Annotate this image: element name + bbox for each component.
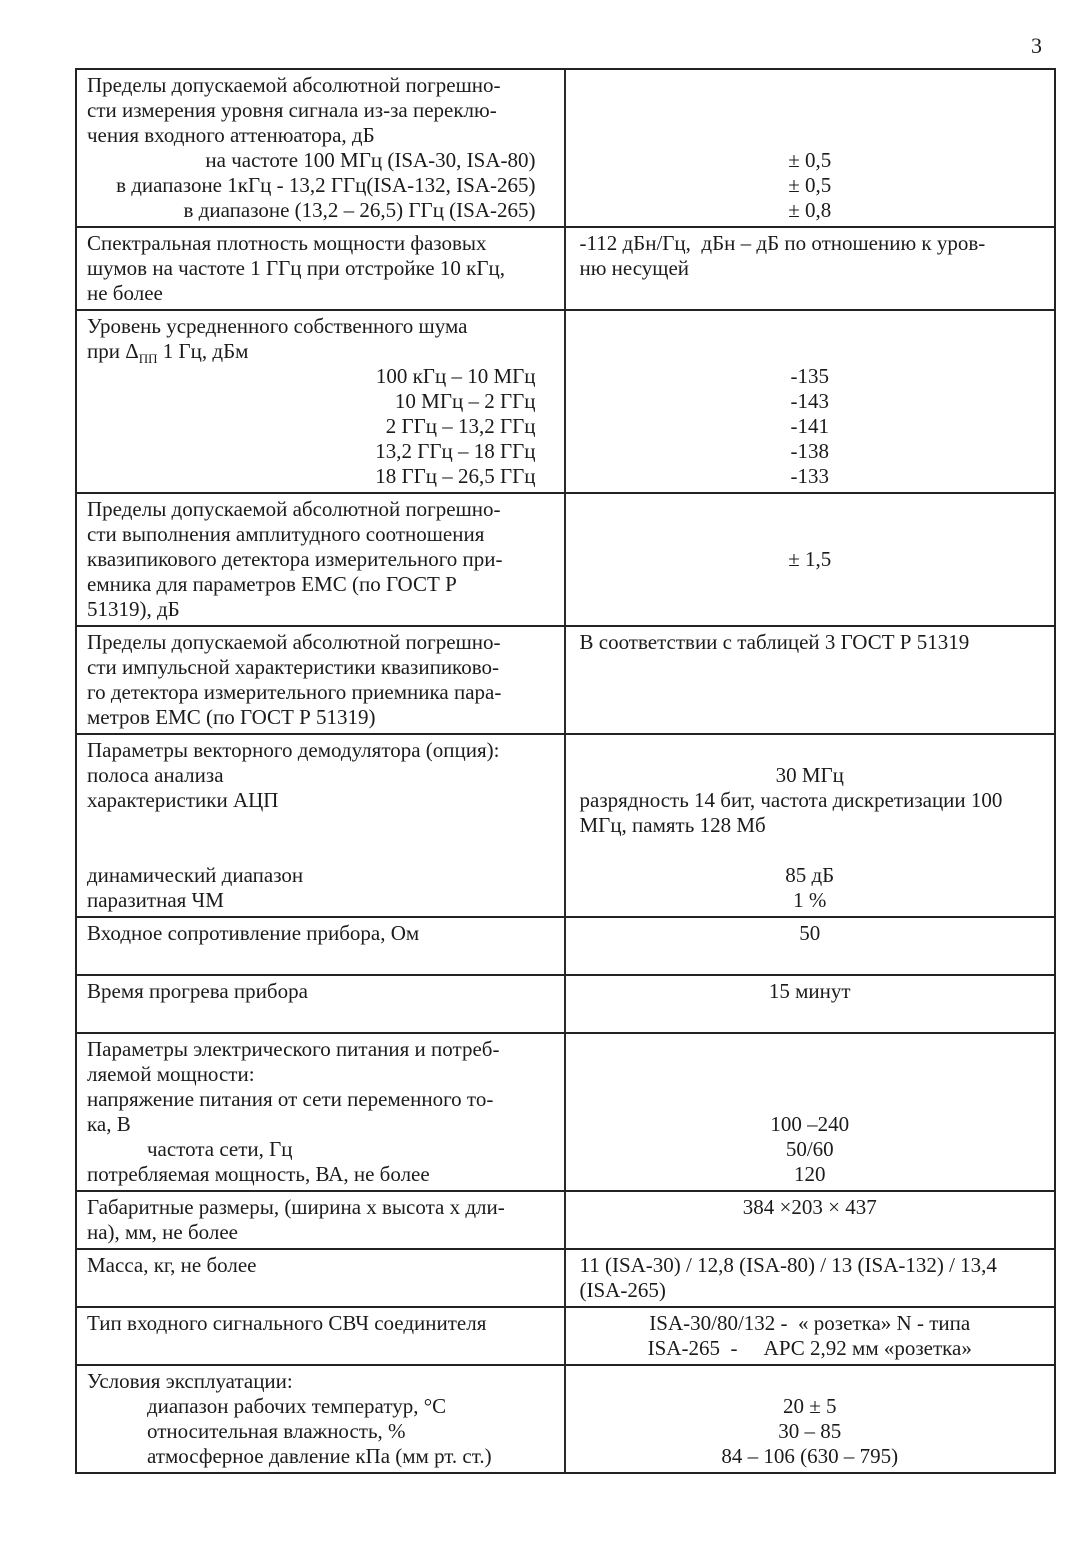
value-line: ± 1,5 xyxy=(788,547,832,571)
param-line: Пределы допускаемой абсолютной погрешно- xyxy=(87,630,501,654)
param-line: Параметры векторного демодулятора (опция): xyxy=(87,738,500,762)
param-line: Пределы допускаемой абсолютной погрешно- xyxy=(87,497,501,521)
value-line: 84 – 106 (630 – 795) xyxy=(721,1444,899,1468)
param-line: ляемой мощности: xyxy=(87,1062,255,1086)
value-line xyxy=(574,1220,1047,1245)
param-line: характеристики АЦП xyxy=(87,788,279,812)
param-cell xyxy=(77,918,566,974)
value-line: -112 дБн/Гц, дБн – дБ по отношению к уров- xyxy=(579,231,986,255)
value-line: 11 (ISA-30) / 12,8 (ISA-80) / 13 (ISA-132) / 13,4 xyxy=(579,1253,997,1277)
param-line: сти измерения уровня сигнала из-за переклю- xyxy=(87,98,497,122)
param-line: Уровень усредненного собственного шума xyxy=(87,314,468,338)
param-line: динамический диапазон xyxy=(87,863,304,887)
value-line: 100 –240 xyxy=(770,1112,850,1136)
value-line: ± 0,5 xyxy=(788,173,832,197)
table-row xyxy=(77,70,1054,228)
value-line: -141 xyxy=(790,414,829,438)
value-line xyxy=(574,123,1047,148)
param-line: Входное сопротивление прибора, Ом xyxy=(87,921,420,945)
param-line: 100 кГц – 10 МГц xyxy=(375,364,536,388)
param-text: при Δ xyxy=(87,339,139,363)
param-line xyxy=(85,813,556,838)
value-line: 50 xyxy=(799,921,821,945)
param-line: паразитная ЧМ xyxy=(87,888,224,912)
value-cell xyxy=(566,976,1055,1032)
param-line xyxy=(85,1004,556,1029)
spec-table-body xyxy=(77,70,1054,1472)
param-line xyxy=(85,946,556,971)
value-line xyxy=(574,314,1047,339)
param-line: 18 ГГц – 26,5 ГГц xyxy=(375,464,536,488)
value-line: разрядность 14 бит, частота дискретизации 100 xyxy=(579,788,1003,812)
param-line: шумов на частоте 1 ГГц при отстройке 10 кГц, xyxy=(87,256,505,280)
param-line: в диапазоне (13,2 – 26,5) ГГц (ISA-265) xyxy=(183,198,536,222)
value-cell xyxy=(566,1308,1055,1364)
value-cell xyxy=(566,1034,1055,1190)
param-cell xyxy=(77,311,566,492)
param-line: чения входного аттенюатора, дБ xyxy=(87,123,375,147)
param-line: Условия эксплуатации: xyxy=(87,1369,293,1393)
value-line: ню несущей xyxy=(579,256,690,280)
table-row xyxy=(77,976,1054,1034)
page-number: 3 xyxy=(1031,33,1042,58)
param-line: сти выполнения амплитудного соотношения xyxy=(87,522,485,546)
value-line xyxy=(574,597,1047,622)
param-line: Пределы допускаемой абсолютной погрешно- xyxy=(87,73,501,97)
value-cell xyxy=(566,494,1055,625)
value-line xyxy=(574,522,1047,547)
table-row xyxy=(77,735,1054,918)
value-line xyxy=(574,497,1047,522)
table-row xyxy=(77,494,1054,627)
param-line: го детектора измерительного приемника пара- xyxy=(87,680,502,704)
param-line: сти импульсной характеристики квазипиково- xyxy=(87,655,499,679)
param-line: 13,2 ГГц – 18 ГГц xyxy=(375,439,536,463)
value-line xyxy=(574,281,1047,306)
param-line: диапазон рабочих температур, °С xyxy=(147,1394,447,1418)
value-line: ISA-30/80/132 - « розетка» N - типа xyxy=(649,1311,971,1335)
param-line: частота сети, Гц xyxy=(147,1137,293,1161)
param-line: 2 ГГц – 13,2 ГГц xyxy=(385,414,536,438)
value-line xyxy=(574,572,1047,597)
param-line: не более xyxy=(87,281,163,305)
table-row xyxy=(77,1250,1054,1308)
param-line: 51319), дБ xyxy=(87,597,180,621)
value-cell xyxy=(566,1366,1055,1472)
param-line: потребляемая мощность, ВА, не более xyxy=(87,1162,430,1186)
value-cell xyxy=(566,311,1055,492)
param-line: атмосферное давление кПа (мм рт. ст.) xyxy=(147,1444,492,1468)
param-line xyxy=(85,838,556,863)
value-line: 30 МГц xyxy=(775,763,844,787)
param-line: Спектральная плотность мощности фазовых xyxy=(87,231,487,255)
spec-table xyxy=(75,68,1056,1474)
value-line: -138 xyxy=(790,439,829,463)
param-cell xyxy=(77,1308,566,1364)
subscript-text: ПП xyxy=(138,351,158,367)
value-line xyxy=(574,655,1047,680)
param-line: полоса анализа xyxy=(87,763,224,787)
param-line: Масса, кг, не более xyxy=(87,1253,257,1277)
param-line: напряжение питания от сети переменного то- xyxy=(87,1087,494,1111)
param-cell xyxy=(77,976,566,1032)
value-line xyxy=(574,1062,1047,1087)
param-cell xyxy=(77,1192,566,1248)
param-line: ка, В xyxy=(87,1112,131,1136)
value-cell xyxy=(566,918,1055,974)
param-line: 10 МГц – 2 ГГц xyxy=(394,389,536,413)
param-line: Параметры электрического питания и потреб- xyxy=(87,1037,500,1061)
value-line xyxy=(574,738,1047,763)
value-cell xyxy=(566,1192,1055,1248)
value-line: -133 xyxy=(790,464,829,488)
value-line xyxy=(574,838,1047,863)
value-line: МГц, память 128 Мб xyxy=(579,813,766,837)
table-row xyxy=(77,1308,1054,1366)
param-line: Габаритные размеры, (ширина х высота х дли- xyxy=(87,1195,505,1219)
param-line: на), мм, не более xyxy=(87,1220,238,1244)
value-line: 30 – 85 xyxy=(778,1419,842,1443)
param-cell xyxy=(77,1250,566,1306)
value-line xyxy=(574,339,1047,364)
value-line xyxy=(574,98,1047,123)
value-cell xyxy=(566,228,1055,309)
value-line xyxy=(574,73,1047,98)
value-line xyxy=(574,946,1047,971)
param-cell xyxy=(77,228,566,309)
table-row xyxy=(77,918,1054,976)
param-line: относительная влажность, % xyxy=(147,1419,406,1443)
value-line: 85 дБ xyxy=(785,863,835,887)
value-line: 15 минут xyxy=(768,979,851,1003)
value-line: (ISA-265) xyxy=(579,1278,666,1302)
param-cell xyxy=(77,1366,566,1472)
value-cell xyxy=(566,735,1055,916)
param-line: на частоте 100 МГц (ISA-30, ISA-80) xyxy=(205,148,536,172)
value-line: 1 % xyxy=(793,888,827,912)
table-row xyxy=(77,627,1054,735)
param-cell xyxy=(77,1034,566,1190)
param-line xyxy=(85,1336,556,1361)
param-cell xyxy=(77,70,566,226)
value-line xyxy=(574,1004,1047,1029)
table-row xyxy=(77,1192,1054,1250)
value-line: -135 xyxy=(790,364,829,388)
param-cell xyxy=(77,627,566,733)
param-line: Тип входного сигнального СВЧ соединителя xyxy=(87,1311,487,1335)
value-line xyxy=(574,1087,1047,1112)
value-line xyxy=(574,680,1047,705)
value-cell xyxy=(566,1250,1055,1306)
value-line: ± 0,8 xyxy=(788,198,832,222)
value-line: ± 0,5 xyxy=(788,148,832,172)
value-line: 50/60 xyxy=(785,1137,834,1161)
value-line: ISA-265 - АРС 2,92 мм «розетка» xyxy=(647,1336,972,1360)
param-line xyxy=(85,1278,556,1303)
table-row xyxy=(77,1366,1054,1472)
value-line: 384 ×203 × 437 xyxy=(742,1195,877,1219)
value-cell xyxy=(566,627,1055,733)
param-line: емника для параметров ЕМС (по ГОСТ Р xyxy=(87,572,457,596)
value-line: В соответствии с таблицей 3 ГОСТ Р 51319 xyxy=(579,630,970,654)
value-line: -143 xyxy=(790,389,829,413)
param-text: 1 Гц, дБм xyxy=(157,339,249,363)
value-line: 20 ± 5 xyxy=(782,1394,837,1418)
param-cell xyxy=(77,494,566,625)
table-row xyxy=(77,311,1054,494)
param-line: Время прогрева прибора xyxy=(87,979,308,1003)
param-cell xyxy=(77,735,566,916)
value-line xyxy=(574,705,1047,730)
param-line: метров ЕМС (по ГОСТ Р 51319) xyxy=(87,705,376,729)
param-line xyxy=(85,339,556,367)
value-line xyxy=(574,1037,1047,1062)
param-line: квазипикового детектора измерительного при- xyxy=(87,547,503,571)
param-line: в диапазоне 1кГц - 13,2 ГГц(ISA-132, ISA-265) xyxy=(116,173,536,197)
table-row xyxy=(77,228,1054,311)
table-row xyxy=(77,1034,1054,1192)
value-line xyxy=(574,1369,1047,1394)
value-cell xyxy=(566,70,1055,226)
value-line: 120 xyxy=(794,1162,826,1186)
